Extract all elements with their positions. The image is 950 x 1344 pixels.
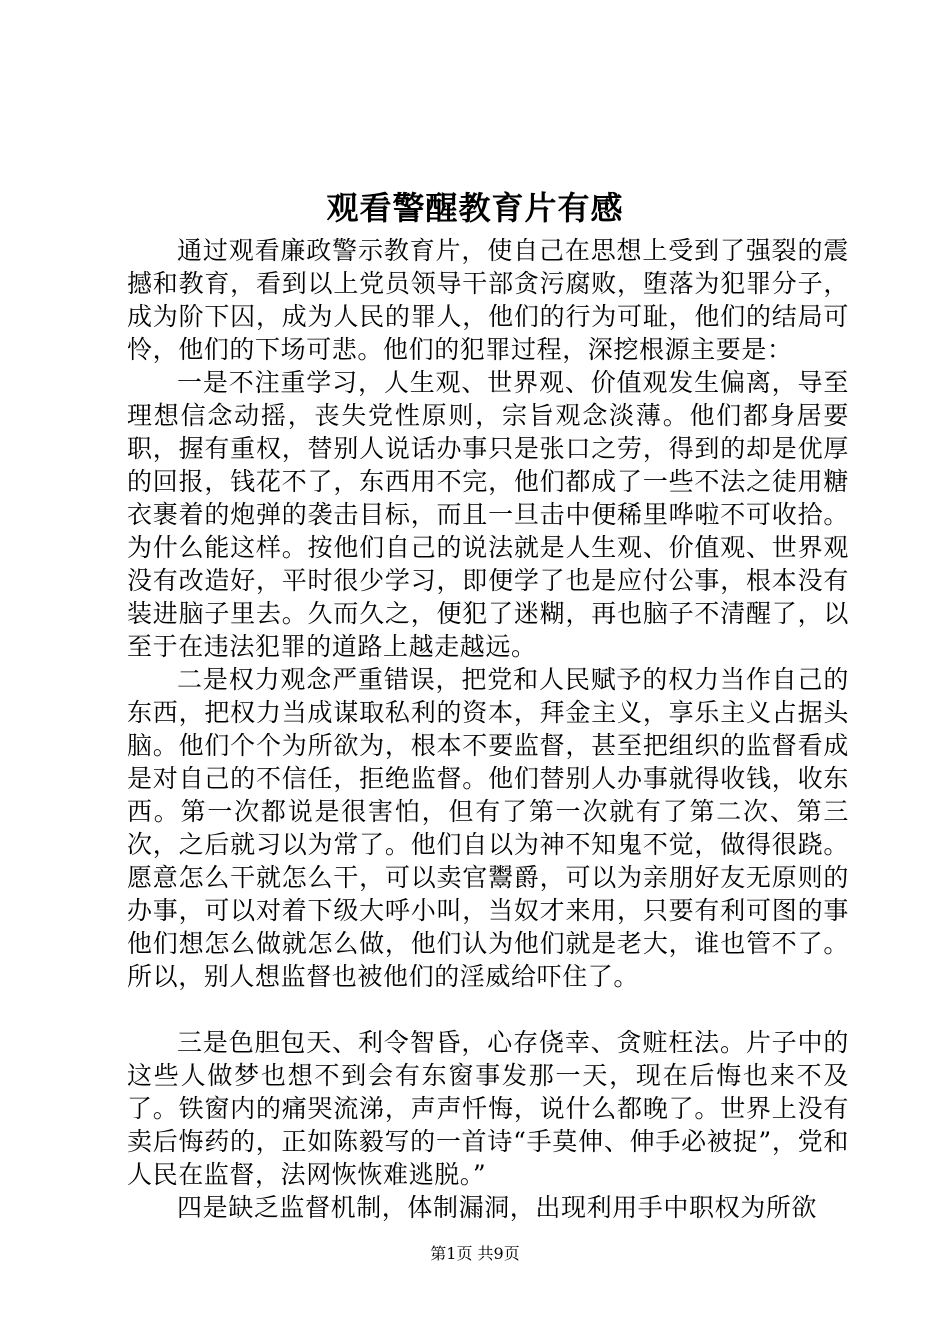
document-title: 观看警醒教育片有感 <box>326 189 624 227</box>
page-number-footer: 第1页 共9页 <box>430 1244 520 1263</box>
paragraph-point-two: 二是权力观念严重错误，把党和人民赋予的权力当作自己的东西，把权力当成谋取私利的资本，拜金主义，享乐主义占据头脑。他们个个为所欲为，根本不要监督，甚至把组织的监督看成是对自己的不信任，拒绝监督。他们替别人办事就得收钱，收东西。第一次都说是很害怕，但有了第一次就有了第二次、第三次，之后就习以为常了。他们自以为神不知鬼不觉，做得很跷。愿意怎么干就怎么干，可以卖官鬻爵，可以为亲朋好友无原则的办事，可以对着下级大呼小叫，当奴才来用，只要有利可图的事他们想怎么做就怎么做，他们认为他们就是老大，谁也管不了。所以，别人想监督也被他们的淫威给吓住了。 <box>127 665 849 991</box>
document-body <box>127 234 849 1224</box>
paragraph-point-one: 一是不注重学习，人生观、世界观、价值观发生偏离，导至理想信念动摇，丧失党性原则，宗旨观念淡薄。他们都身居要职，握有重权，替别人说话办事只是张口之劳，得到的却是优厚的回报，钱花不了，东西用不完，他们都成了一些不法之徒用糖衣裹着的炮弹的袭击目标，而且一旦击中便稀里哗啦不可收拾。为什么能这样。按他们自己的说法就是人生观、价值观、世界观没有改造好，平时很少学习，即便学了也是应付公事，根本没有装进脑子里去。久而久之，便犯了迷糊，再也脑子不清醒了，以至于在违法犯罪的道路上越走越远。 <box>127 368 849 661</box>
paragraph-intro: 通过观看廉政警示教育片，使自己在思想上受到了强裂的震撼和教育，看到以上党员领导干部贪污腐败，堕落为犯罪分子，成为阶下囚，成为人民的罪人，他们的行为可耻，他们的结局可怜，他们的下场可悲。他们的犯罪过程，深挖根源主要是： <box>127 236 849 364</box>
paragraph-point-four: 四是缺乏监督机制，体制漏洞，出现利用手中职权为所欲 <box>177 1193 818 1222</box>
paragraph-point-three: 三是色胆包天、利令智昏，心存侥幸、贪赃枉法。片子中的这些人做梦也想不到会有东窗事发那一天，现在后悔也来不及了。铁窗内的痛哭流涕，声声忏悔，说什么都晚了。世界上没有卖后悔药的，正如陈毅写的一首诗“手莫伸、伸手必被捉”，党和人民在监督，法网恢恢难逃脱。” <box>127 1028 849 1189</box>
